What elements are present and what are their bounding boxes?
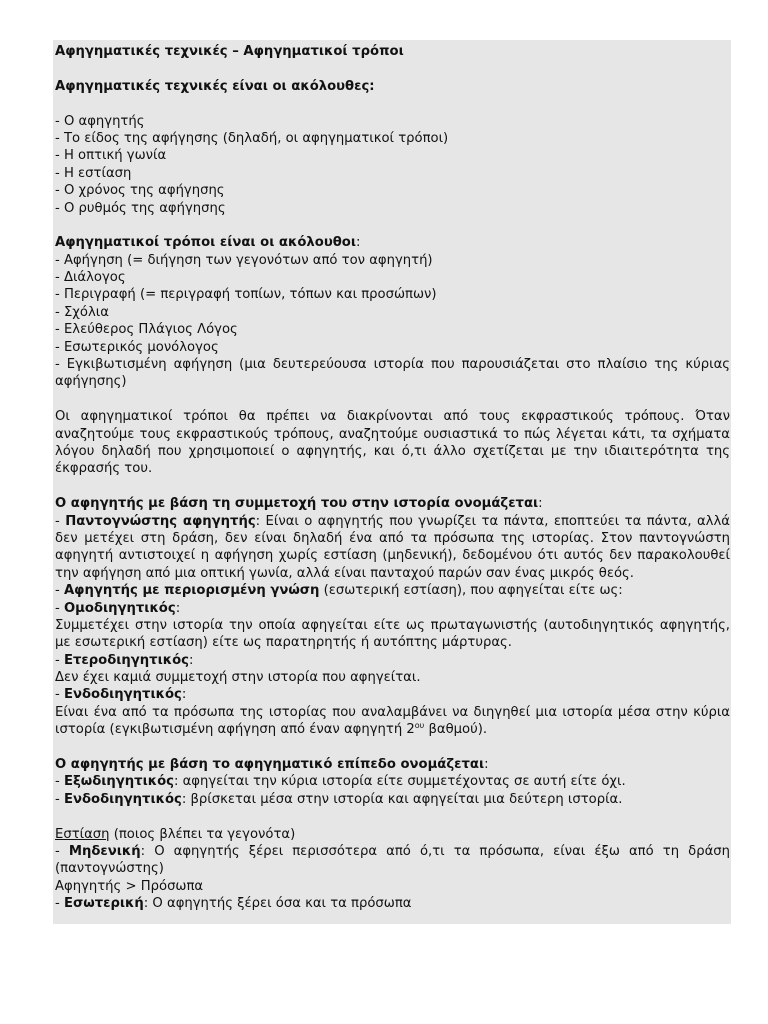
term-label: Ενδοδιηγητικός — [63, 791, 182, 807]
paragraph-line: αναζητούμε τους εκφραστικούς τρόπους, αναζητούμε ουσιαστικά το πώς λέγεται κάτι, τα σχήματα — [55, 426, 730, 442]
term-label: Αφηγητής με περιορισμένη γνώση — [63, 583, 320, 599]
participation-heading: Ο αφηγητής με βάση τη συμμετοχή του στην ιστορία ονομάζεται: — [55, 496, 543, 512]
term-label: Εξωδιηγητικός — [63, 774, 174, 790]
focalization-heading: Εστίαση (ποιος βλέπει τα γεγονότα) — [55, 826, 296, 842]
document-body — [55, 43, 730, 913]
list-item: - Ο χρόνος της αφήγησης — [55, 183, 225, 199]
internal-focalization-item: - Εσωτερική: Ο αφηγητής ξέρει όσα και τα πρόσωπα — [55, 896, 412, 912]
exodiegetic-item: - Εξωδιηγητικός: αφηγείται την κύρια ιστορία είτε συμμετέχοντας σε αυτή είτε όχι. — [55, 774, 626, 790]
term-label: Ομοδιηγητικός — [63, 600, 176, 616]
list-item: - Εγκιβωτισμένη αφήγηση (μια δευτερεύουσα ιστορία που παρουσιάζεται στο πλαίσιο της κύριας — [55, 357, 730, 373]
term-label: Ετεροδιηγητικός — [63, 652, 189, 668]
list-item: - Περιγραφή (= περιγραφή τοπίων, τόπων και προσώπων) — [55, 287, 437, 303]
list-item: - Το είδος της αφήγησης (δηλαδή, οι αφηγηματικοί τρόποι) — [55, 130, 449, 146]
techniques-list — [55, 113, 730, 217]
list-item-continuation: αφήγησης) — [55, 374, 127, 390]
paragraph-line: έκφρασής του. — [55, 461, 153, 477]
term-label: Ενδοδιηγητικός — [63, 687, 182, 703]
list-item: - Διάλογος — [55, 270, 126, 286]
list-item: - Ο αφηγητής — [55, 113, 145, 129]
list-item: - Εσωτερικός μονόλογος — [55, 339, 219, 355]
modes-list — [55, 252, 730, 391]
list-item: - Ο ρυθμός της αφήγησης — [55, 200, 226, 216]
modes-heading: Αφηγηματικοί τρόποι είναι οι ακόλουθοι: — [55, 235, 361, 251]
endodiegetic-item: - Ενδοδιηγητικός: Είναι ένα από τα πρόσωπα της ιστορίας που αναλαμβάνει να διηγηθεί μια ιστορία μέσα στην κύρια ιστορία (εγκιβωτισμένη αφήγηση από έναν αφηγητή $2^{o\upsilon}$ βαθμού). — [55, 687, 730, 738]
document-title: Αφηγηματικές τεχνικές – Αφηγηματικοί τρόποι — [55, 44, 404, 59]
list-item: - Σχόλια — [55, 304, 109, 320]
list-item: - Ελεύθερος Πλάγιος Λόγος — [55, 322, 238, 338]
modes-vs-expressive-paragraph — [55, 408, 730, 478]
endodiegetic-level-item: - Ενδοδιηγητικός: βρίσκεται μέσα στην ιστορία και αφηγείται μια δεύτερη ιστορία. — [55, 791, 623, 807]
limited-narrator-item: - Αφηγητής με περιορισμένη γνώση (εσωτερική εστίαση), που αφηγείται είτε ως: — [55, 583, 623, 599]
omniscient-narrator-item: - Παντογνώστης αφηγητής: Είναι ο αφηγητής που γνωρίζει τα πάντα, εποπτεύει τα πάντα, αλλά δεν μετέχει στη δράση, δεν είναι δηλαδή ένα από τα πρόσωπα της ιστορίας. Στον παντογνώστη αφηγητή αντιστοιχεί η αφήγηση χωρίς εστίαση (μηδενική), δεδομένου ότι αυτός δεν παρακολουθεί την αφήγηση από μια οπτική γωνία, αλλά είναι πανταχού παρών σαν ένας μικρός θεός. — [55, 513, 730, 581]
zero-focalization-item: - Μηδενική: Ο αφηγητής ξέρει περισσότερα από ό,τι τα πρόσωπα, είναι έξω από τη δράση (παντογνώστης) Αφηγητής > Πρόσωπα — [55, 843, 730, 894]
term-label: Εσωτερική — [63, 896, 144, 912]
techniques-heading: Αφηγηματικές τεχνικές είναι οι ακόλουθες: — [55, 78, 375, 94]
homodiegetic-item: - Ομοδιηγητικός: Συμμετέχει στην ιστορία την οποία αφηγείται είτε ως πρωταγωνιστής (αυτοδιηγητικός αφηγητής, με εσωτερική εστίαση) είτε ως παρατηρητής ή αυτόπτης μάρτυρας. — [55, 600, 730, 651]
level-heading: Ο αφηγητής με βάση το αφηγηματικό επίπεδο ονομάζεται: — [55, 757, 489, 773]
list-item: - Η εστίαση — [55, 165, 132, 181]
paragraph-line: Οι αφηγηματικοί τρόποι θα πρέπει να διακρίνονται από τους εκφραστικούς τρόπους. Όταν — [55, 409, 730, 425]
document-page — [53, 40, 731, 924]
list-item: - Αφήγηση (= διήγηση των γεγονότων από τον αφηγητή) — [55, 252, 433, 268]
term-label: Μηδενική — [68, 843, 141, 859]
list-item: - Η οπτική γωνία — [55, 148, 167, 164]
heterodiegetic-item: - Ετεροδιηγητικός: Δεν έχει καμιά συμμετοχή στην ιστορία που αφηγείται. — [55, 652, 421, 686]
paragraph-line: λόγου δηλαδή που χρησιμοποιεί ο αφηγητής, και ό,τι άλλο σχετίζεται με την ιδιαιτερότητα της — [55, 443, 730, 459]
term-label: Παντογνώστης αφηγητής — [65, 513, 256, 529]
